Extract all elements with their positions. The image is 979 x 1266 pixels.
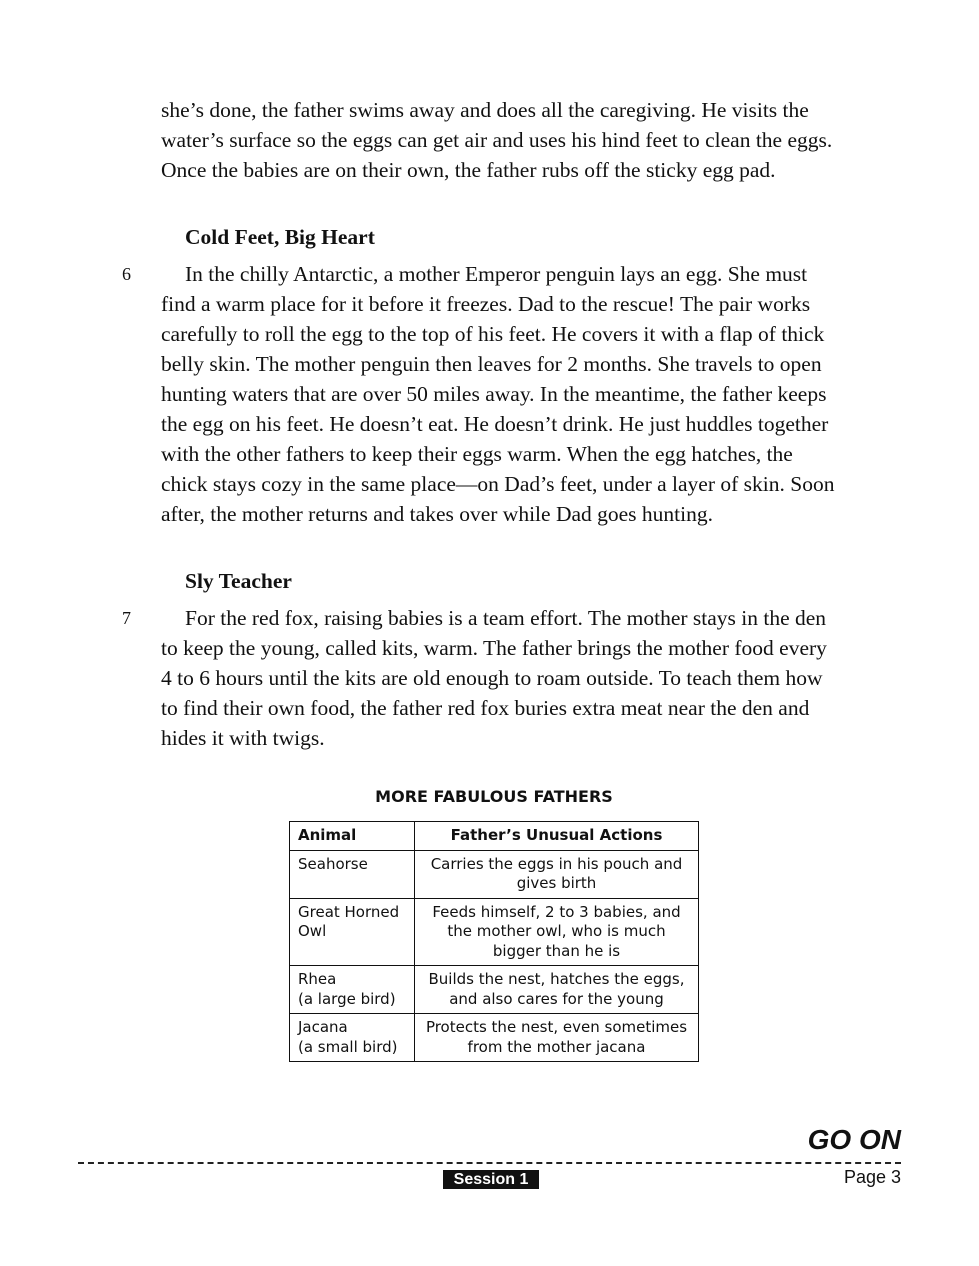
paragraph-5-continued: she’s done, the father swims away and does all the caregiving. He visits the water’s surface so the eggs can get air and uses his hind feet to clean the eggs. Once the babies are on their own, the father rubs off the sticky egg pad.	[161, 98, 833, 182]
table-row	[290, 898, 699, 966]
table-row	[290, 1014, 699, 1062]
animal-cell: Jacana (a small bird)	[290, 1014, 415, 1062]
session-badge: Session 1	[443, 1170, 539, 1189]
paragraph-7: For the red fox, raising babies is a team effort. The mother stays in the den to keep the young, called kits, warm. The father brings the mother food every 4 to 6 hours until the kits are old enough to roam outside. To teach them how to find their own food, the father red fox buries extra meat near the den and hides it with twigs.	[161, 606, 827, 750]
go-on-label: GO ON	[807, 1124, 901, 1155]
action-cell: Builds the nest, hatches the eggs, and also cares for the young	[415, 966, 699, 1014]
footer-divider	[78, 1162, 901, 1164]
column-header-actions: Father’s Unusual Actions	[415, 822, 699, 851]
paragraph-6: In the chilly Antarctic, a mother Emperor penguin lays an egg. She must find a warm place for it before it freezes. Dad to the rescue! The pair works carefully to roll the egg to the top of his feet. He covers it with a flap of thick belly skin. The mother penguin then leaves for 2 months. She travels to open hunting waters that are over 50 miles away. In the meantime, the father keeps the egg on his feet. He doesn’t eat. He doesn’t drink. He just huddles together with the other fathers to keep their eggs warm. When the egg hatches, the chick stays cozy in the same place—on Dad’s feet, under a layer of skin. Soon after, the mother returns and takes over while Dad goes hunting.	[161, 262, 835, 526]
animal-cell: Seahorse	[290, 850, 415, 898]
table-row	[290, 850, 699, 898]
section-heading-cold-feet: Cold Feet, Big Heart	[185, 225, 375, 249]
animal-cell: Rhea (a large bird)	[290, 966, 415, 1014]
paragraph-number-7: 7	[122, 608, 131, 628]
action-cell: Feeds himself, 2 to 3 babies, and the mother owl, who is much bigger than he is	[415, 898, 699, 966]
page-number: Page 3	[843, 1167, 901, 1187]
column-header-animal: Animal	[290, 822, 415, 851]
action-cell: Carries the eggs in his pouch and gives birth	[415, 850, 699, 898]
section-heading-sly-teacher: Sly Teacher	[185, 569, 292, 593]
table-title: MORE FABULOUS FATHERS	[375, 787, 613, 806]
action-cell: Protects the nest, even sometimes from the mother jacana	[415, 1014, 699, 1062]
table-header-row	[290, 822, 699, 851]
paragraph-number-6: 6	[122, 264, 131, 284]
fathers-table	[289, 821, 699, 1062]
animal-cell: Great Horned Owl	[290, 898, 415, 966]
table-row	[290, 966, 699, 1014]
